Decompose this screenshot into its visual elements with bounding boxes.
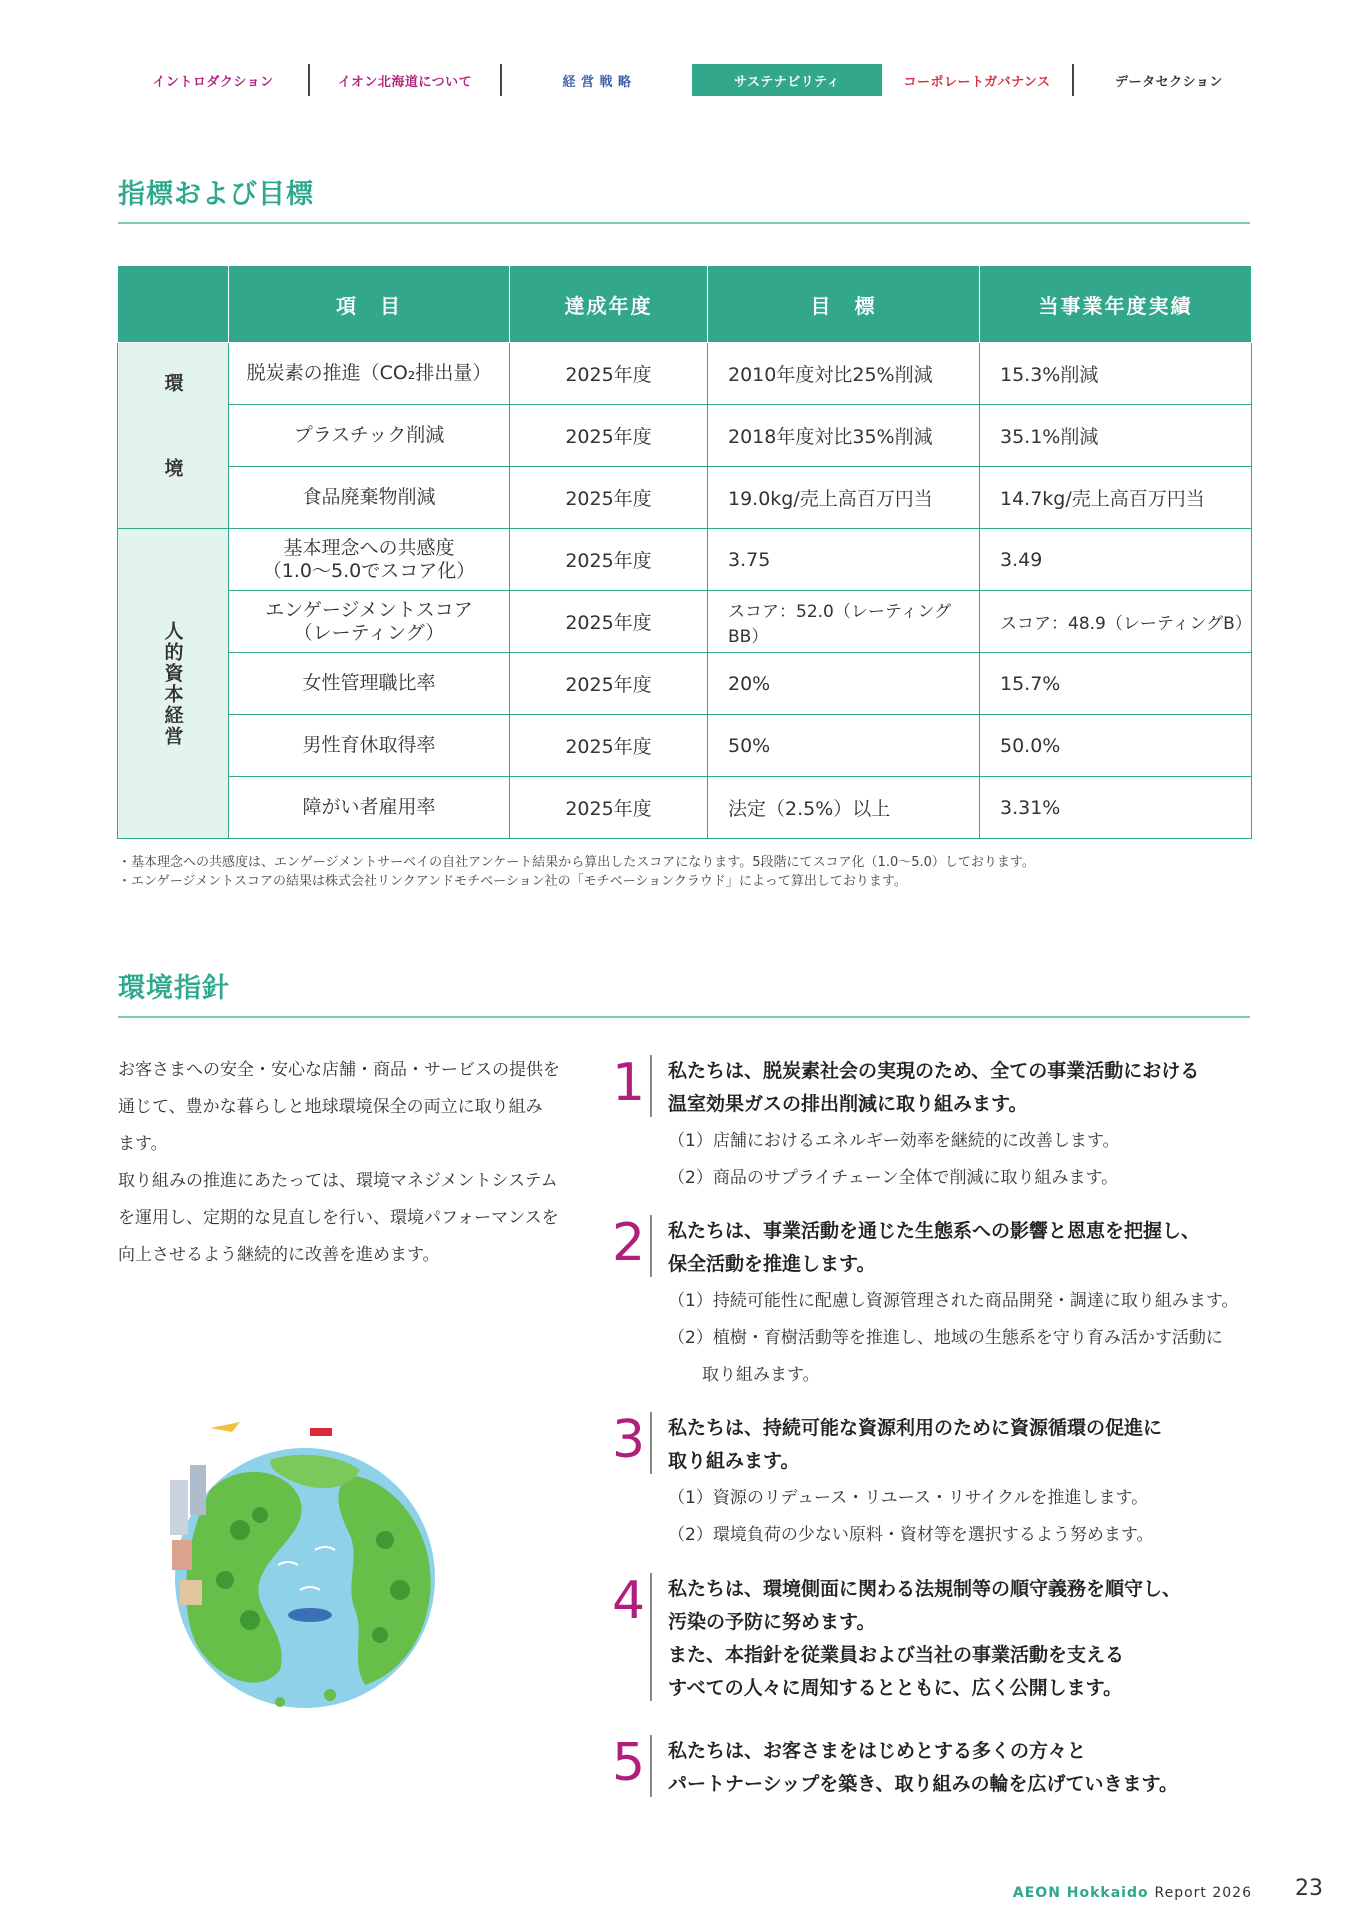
row-actual: 15.3%削減 — [980, 343, 1252, 405]
principle-sub: （1）資源のリデュース・リユース・リサイクルを推進します。 — [668, 1488, 1149, 1508]
table-header-target: 目 標 — [708, 266, 980, 343]
policy-title: 環境指針 — [118, 973, 230, 1004]
table-header-corner — [118, 266, 229, 343]
table-header-item: 項 目 — [229, 266, 510, 343]
principle-sub: （1）店舗におけるエネルギー効率を継続的に改善します。 — [668, 1131, 1120, 1151]
principle-bar — [650, 1215, 652, 1277]
row-target: 20% — [708, 653, 980, 715]
principle-sub: （2）商品のサプライチェーン全体で削減に取り組みます。 — [668, 1168, 1119, 1188]
principle-heading: 私たちは、持続可能な資源利用のために資源循環の促進に 取り組みます。 — [668, 1417, 1163, 1472]
table-row — [118, 529, 1252, 591]
row-item: エンゲージメントスコア （レーティング） — [229, 591, 510, 653]
principle-bar — [650, 1412, 652, 1474]
category-environment: 環 境 — [118, 343, 229, 529]
row-year: 2025年度 — [510, 653, 708, 715]
intro-line: 取り組みの推進にあたっては、環境マネジメントシステム — [118, 1171, 558, 1191]
table-row — [118, 467, 1252, 529]
nav-item-data[interactable]: データセクション — [1115, 74, 1223, 90]
row-actual: 15.7% — [980, 653, 1252, 715]
principle-sub: 取り組みます。 — [668, 1365, 820, 1385]
row-target: 50% — [708, 715, 980, 777]
metrics-title: 指標および目標 — [118, 179, 314, 210]
principle-bar — [650, 1573, 652, 1701]
row-item: 男性育休取得率 — [229, 715, 510, 777]
principle-heading: 私たちは、環境側面に関わる法規制等の順守義務を順守し、 汚染の予防に努めます。 また、本指針を従業員および当社の事業活動を支える すべての人々に周知するとともに、広く公開します。 — [668, 1578, 1182, 1699]
principle-number: 3 — [612, 1410, 646, 1470]
row-item: 脱炭素の推進（CO₂排出量） — [229, 343, 510, 405]
footer-brand: AEON Hokkaido Report 2026 — [1012, 1885, 1252, 1901]
nav-item-about[interactable]: イオン北海道について — [337, 74, 473, 90]
table-row — [118, 653, 1252, 715]
row-year: 2025年度 — [510, 529, 708, 591]
table-note: ・基本理念への共感度は、エンゲージメントサーベイの自社アンケート結果から算出したスコアになります。5段階にてスコア化（1.0～5.0）しております。 — [118, 855, 1035, 870]
principle-number: 2 — [612, 1213, 646, 1273]
airplane-shape — [210, 1422, 240, 1432]
principle-bar — [650, 1735, 652, 1797]
table-row — [118, 777, 1252, 839]
row-year: 2025年度 — [510, 777, 708, 839]
principle-number: 1 — [612, 1053, 646, 1113]
principle-heading: 私たちは、事業活動を通じた生態系への影響と恩恵を把握し、 保全活動を推進します。 — [668, 1220, 1201, 1275]
row-target: スコア：52.0（レーティングBB） — [708, 591, 980, 653]
row-actual: 3.31% — [980, 777, 1252, 839]
row-year: 2025年度 — [510, 405, 708, 467]
row-item: 基本理念への共感度 （1.0～5.0でスコア化） — [229, 529, 510, 591]
page-number: 23 — [1295, 1876, 1323, 1901]
metrics-table — [117, 265, 1252, 839]
row-year: 2025年度 — [510, 343, 708, 405]
nav-item-sustainability[interactable]: サステナビリティ — [692, 64, 882, 96]
row-year: 2025年度 — [510, 591, 708, 653]
row-target: 19.0kg/売上高百万円当 — [708, 467, 980, 529]
intro-line: お客さまへの安全・安心な店舗・商品・サービスの提供を — [118, 1060, 560, 1080]
table-row — [118, 343, 1252, 405]
nav-item-governance[interactable]: コーポレートガバナンス — [903, 74, 1051, 90]
row-actual: 50.0% — [980, 715, 1252, 777]
table-header-year: 達成年度 — [510, 266, 708, 343]
table-row — [118, 715, 1252, 777]
row-actual: 3.49 — [980, 529, 1252, 591]
table-header-row — [118, 266, 1252, 343]
principle-heading: 私たちは、脱炭素社会の実現のため、全ての事業活動における 温室効果ガスの排出削減に取り組みます。 — [668, 1060, 1200, 1115]
principle-number: 4 — [612, 1571, 646, 1631]
table-row — [118, 591, 1252, 653]
principle-number: 5 — [612, 1733, 646, 1793]
nav-item-introduction[interactable]: イントロダクション — [152, 74, 274, 90]
row-target: 3.75 — [708, 529, 980, 591]
row-item: 障がい者雇用率 — [229, 777, 510, 839]
nav-item-strategy[interactable]: 経 営 戦 略 — [562, 74, 632, 90]
principle-bar — [650, 1055, 652, 1117]
intro-line: ます。 — [118, 1134, 168, 1154]
row-target: 2018年度対比35%削減 — [708, 405, 980, 467]
principle-sub: （1）持続可能性に配慮し資源管理された商品開発・調達に取り組みます。 — [668, 1291, 1239, 1311]
whale-shape — [288, 1608, 332, 1622]
principle-sub: （2）環境負荷の少ない原料・資材等を選択するよう努めます。 — [668, 1525, 1154, 1545]
earth-illustration — [150, 1420, 460, 1720]
row-item: 女性管理職比率 — [229, 653, 510, 715]
row-target: 法定（2.5%）以上 — [708, 777, 980, 839]
intro-line: 向上させるよう継続的に改善を進めます。 — [118, 1245, 440, 1265]
row-actual: 35.1%削減 — [980, 405, 1252, 467]
table-note: ・エンゲージメントスコアの結果は株式会社リンクアンドモチベーション社の「モチベーションクラウド」によって算出しております。 — [118, 874, 907, 889]
table-row — [118, 405, 1252, 467]
table-header-actual: 当事業年度実績 — [980, 266, 1252, 343]
category-human-capital: 人的資本経営 — [118, 529, 229, 839]
intro-line: を運用し、定期的な見直しを行い、環境パフォーマンスを — [118, 1208, 559, 1228]
principle-sub: （2）植樹・育樹活動等を推進し、地域の生態系を守り育み活かす活動に — [668, 1328, 1223, 1348]
policy-title-rule — [118, 1016, 1250, 1018]
metrics-title-rule — [118, 222, 1250, 224]
principle-heading: 私たちは、お客さまをはじめとする多くの方々と パートナーシップを築き、取り組みの輪を広げていきます。 — [668, 1740, 1178, 1795]
top-nav — [118, 64, 1264, 96]
intro-line: 通じて、豊かな暮らしと地球環境保全の両立に取り組み — [118, 1097, 543, 1117]
row-actual: スコア：48.9（レーティングB） — [980, 591, 1252, 653]
row-actual: 14.7kg/売上高百万円当 — [980, 467, 1252, 529]
row-year: 2025年度 — [510, 467, 708, 529]
ship-shape — [310, 1428, 332, 1436]
row-target: 2010年度対比25%削減 — [708, 343, 980, 405]
row-item: 食品廃棄物削減 — [229, 467, 510, 529]
policy-intro — [118, 1052, 578, 1274]
row-item: プラスチック削減 — [229, 405, 510, 467]
row-year: 2025年度 — [510, 715, 708, 777]
